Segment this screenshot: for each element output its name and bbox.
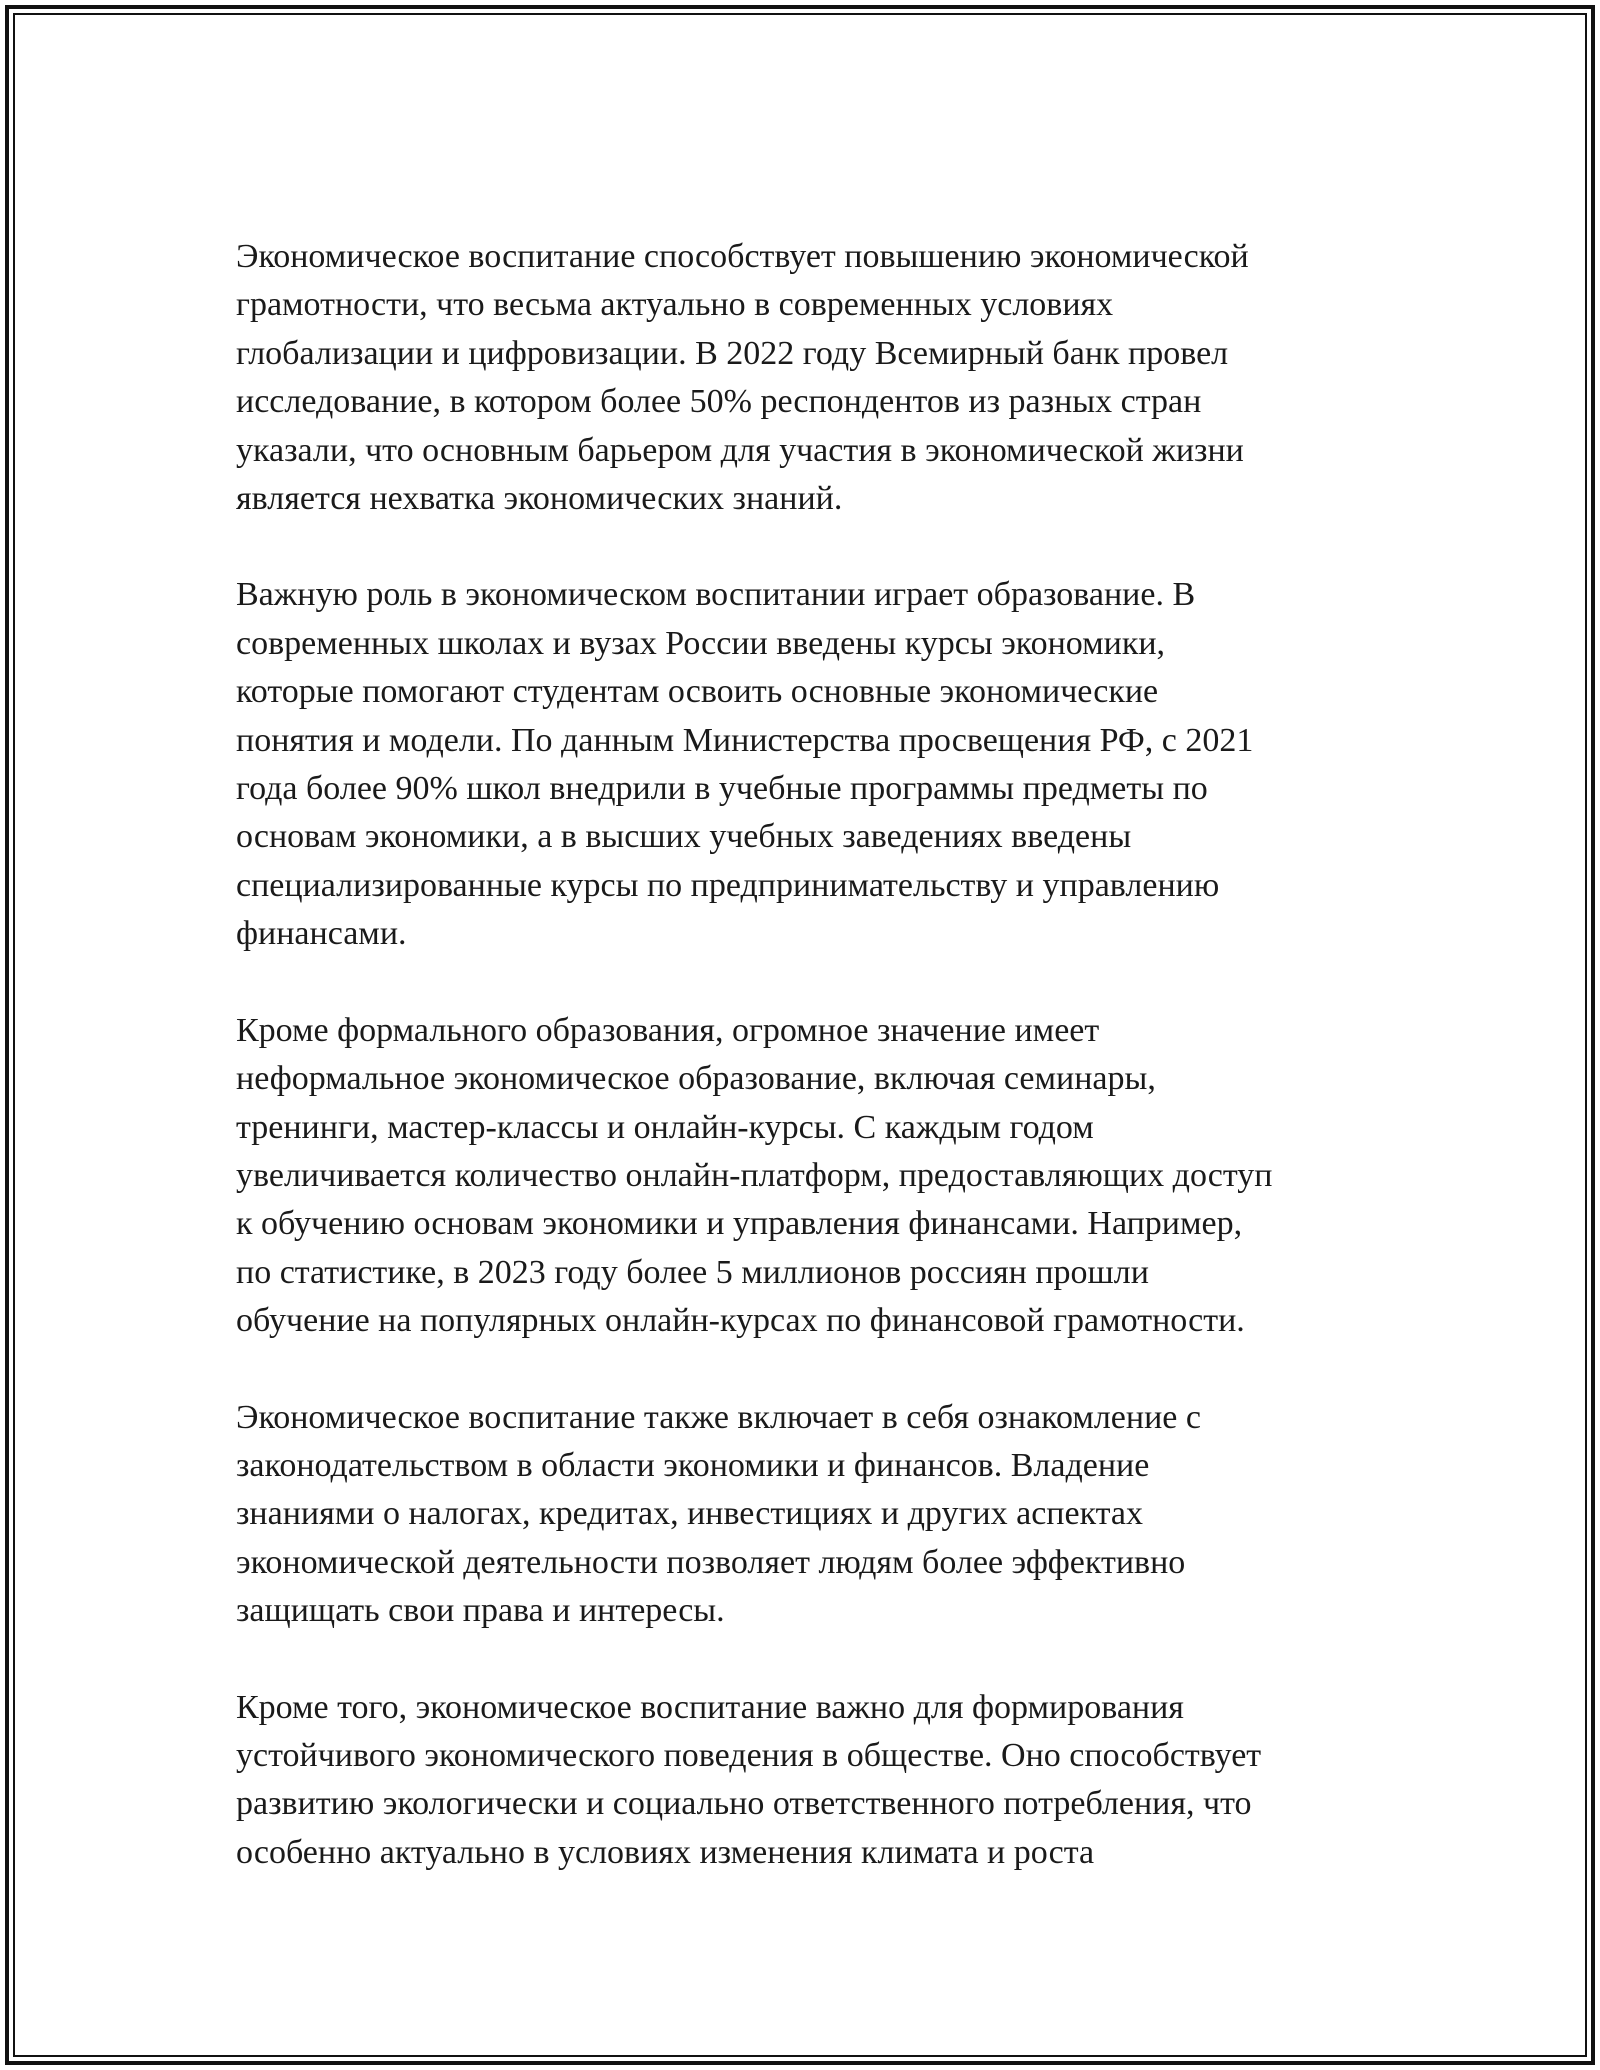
paragraph-informal-education: Кроме формального образования, огромное значение имеет неформальное экономическое образование, включая семинары, тренинги, мастер-классы и онлайн-курсы. С каждым годом увеличивается количество онлайн-платформ, предоставляющих доступ к обучению основам экономики и управления финансами. Например, по статистике, в 2023 году более 5 миллионов россиян прошли обучение на популярных онлайн-курсах по финансовой грамотности. — [236, 1011, 1273, 1340]
paragraph-legislation: Экономическое воспитание также включает в себя ознакомление с законодательством в области экономики и финансов. Владение знаниями о налогах, кредитах, инвестициях и других аспектах экономической деятельности позволяет людям более эффективно защищать свои права и интересы. — [236, 1398, 1201, 1630]
paragraph-formal-education: Важную роль в экономическом воспитании играет образование. В современных школах и вузах России введены курсы экономики, которые помогают студентам освоить основные экономические понятия и модели. По данным Министерства просвещения РФ, с 2021 года более 90% школ внедрили в учебные программы предметы по основам экономики, а в высших учебных заведениях введены специализированные курсы по предпринимательству и управлению финансами. — [236, 576, 1254, 953]
document-body — [236, 233, 1366, 1877]
paragraph-sustainable-behavior: Кроме того, экономическое воспитание важно для формирования устойчивого экономического поведения в обществе. Оно способствует развитию экологически и социально ответственного потребления, что особенно актуально в условиях изменения климата и роста — [236, 1688, 1262, 1871]
paragraph-economic-literacy: Экономическое воспитание способствует повышению экономической грамотности, что весьма актуально в современных условиях глобализации и цифровизации. В 2022 году Всемирный банк провел исследование, в котором более 50% респондентов из разных стран указали, что основным барьером для участия в экономической жизни является нехватка экономических знаний. — [236, 238, 1249, 518]
